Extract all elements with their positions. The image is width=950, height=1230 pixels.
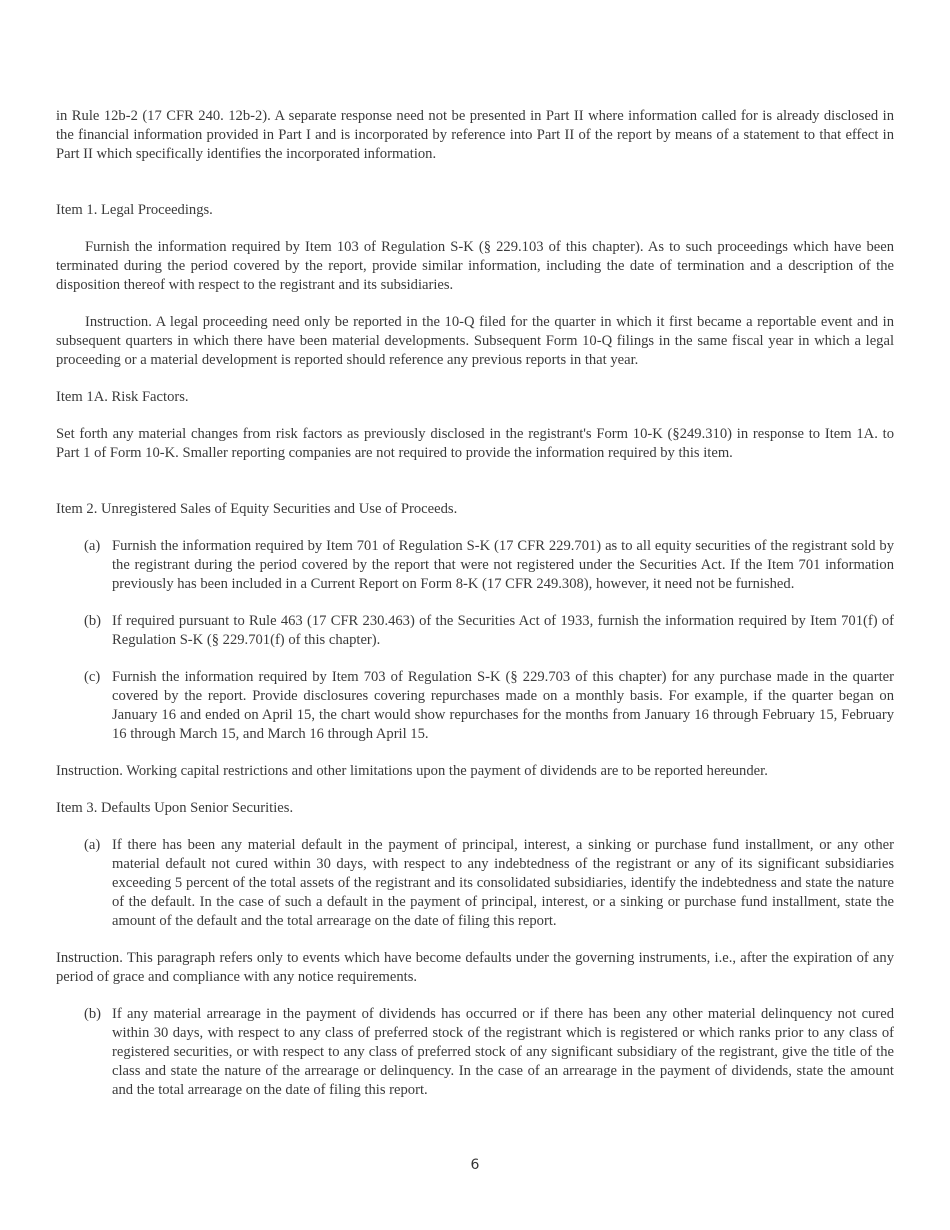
item1-instruction: Instruction. A legal proceeding need only be reported in the 10-Q filed for the quarter in which it first became a reportable event and in subsequent quarters in which there have been material developments. Subsequent Form 10-Q filings in the same fiscal year in which a legal proceeding or a material development is reported should reference any previous reports in that year. bbox=[56, 314, 894, 368]
item1-paragraph: Furnish the information required by Item 103 of Regulation S-K (§ 229.103 of this chapter). As to such proceedings which have been terminated during the period covered by the report, provide similar information, including the date of termination and a description of the disposition thereof with respect to the registrant and its subsidiaries. bbox=[56, 239, 894, 293]
intro-paragraph: in Rule 12b-2 (17 CFR 240. 12b-2). A separate response need not be presented in Part II where information called for is already disclosed in the financial information provided in Part I and is incorporated by reference into Part II of the report by means of a statement to that effect in Part II which specifically identifies the incorporated information. bbox=[56, 108, 894, 162]
list-item-text: Furnish the information required by Item 703 of Regulation S-K (§ 229.703 of this chapter) for any purchase made in the quarter covered by the report. Provide disclosures covering repurchases made on a monthly basis. For example, if the quarter began on January 16 and ended on April 15, the chart would show repurchases for the months from January 16 through February 15, February 16 through March 15, and March 16 through April 15. bbox=[112, 669, 894, 742]
item2-list-item-c bbox=[84, 668, 894, 744]
item3-heading: Item 3. Defaults Upon Senior Securities. bbox=[56, 800, 294, 816]
item1a-heading: Item 1A. Risk Factors. bbox=[56, 389, 189, 405]
list-item-text: If required pursuant to Rule 463 (17 CFR 230.463) of the Securities Act of 1933, furnish the information required by Item 701(f) of Regulation S-K (§ 229.701(f) of this chapter). bbox=[112, 613, 894, 648]
item2-heading: Item 2. Unregistered Sales of Equity Securities and Use of Proceeds. bbox=[56, 501, 458, 517]
list-marker: (a) bbox=[84, 538, 101, 554]
list-item-text: If any material arrearage in the payment of dividends has occurred or if there has been any other material delinquency not cured within 30 days, with respect to any class of preferred stock of the registrant which is registered or which ranks prior to any class of registered securities, or with respect to any class of preferred stock of any significant subsidiary of the registrant, give the title of the class and state the nature of the arrearage or delinquency. In the case of an arrearage in the payment of dividends, state the amount and the total arrearage on the date of filing this report. bbox=[112, 1006, 894, 1098]
item3-list-item-a bbox=[84, 836, 894, 931]
list-marker: (b) bbox=[84, 1006, 102, 1022]
document-page bbox=[56, 107, 894, 1100]
list-marker: (b) bbox=[84, 613, 102, 629]
item1a-paragraph: Set forth any material changes from risk factors as previously disclosed in the registrant's Form 10-K (§249.310) in response to Item 1A. to Part 1 of Form 10-K. Smaller reporting companies are not required to provide the information required by this item. bbox=[56, 426, 894, 461]
item2-list-item-a bbox=[84, 537, 894, 594]
page-number: 6 bbox=[470, 1157, 480, 1173]
item2-list-item-b bbox=[84, 612, 894, 650]
item2-instruction: Instruction. Working capital restrictions and other limitations upon the payment of dividends are to be reported hereunder. bbox=[56, 763, 768, 779]
item1-heading: Item 1. Legal Proceedings. bbox=[56, 202, 213, 218]
list-item-text: If there has been any material default in the payment of principal, interest, a sinking or purchase fund installment, or any other material default not cured within 30 days, with respect to any indebtedness of the registrant or any of its significant subsidiaries exceeding 5 percent of the total assets of the registrant and its consolidated subsidiaries, identify the indebtedness and state the nature of the default. In the case of such a default in the payment of principal, interest, or a sinking or purchase fund installment, state the amount of the default and the total arrearage on the date of filing this report. bbox=[112, 837, 894, 929]
list-item-text: Furnish the information required by Item 701 of Regulation S-K (17 CFR 229.701) as to all equity securities of the registrant sold by the registrant during the period covered by the report that were not registered under the Securities Act. If the Item 701 information previously has been included in a Current Report on Form 8-K (17 CFR 249.308), however, it need not be furnished. bbox=[112, 538, 894, 592]
item3-instruction: Instruction. This paragraph refers only to events which have become defaults under the governing instruments, i.e., after the expiration of any period of grace and compliance with any notice requirements. bbox=[56, 950, 894, 985]
list-marker: (c) bbox=[84, 669, 101, 685]
item3-list-item-b bbox=[84, 1005, 894, 1100]
list-marker: (a) bbox=[84, 837, 101, 853]
